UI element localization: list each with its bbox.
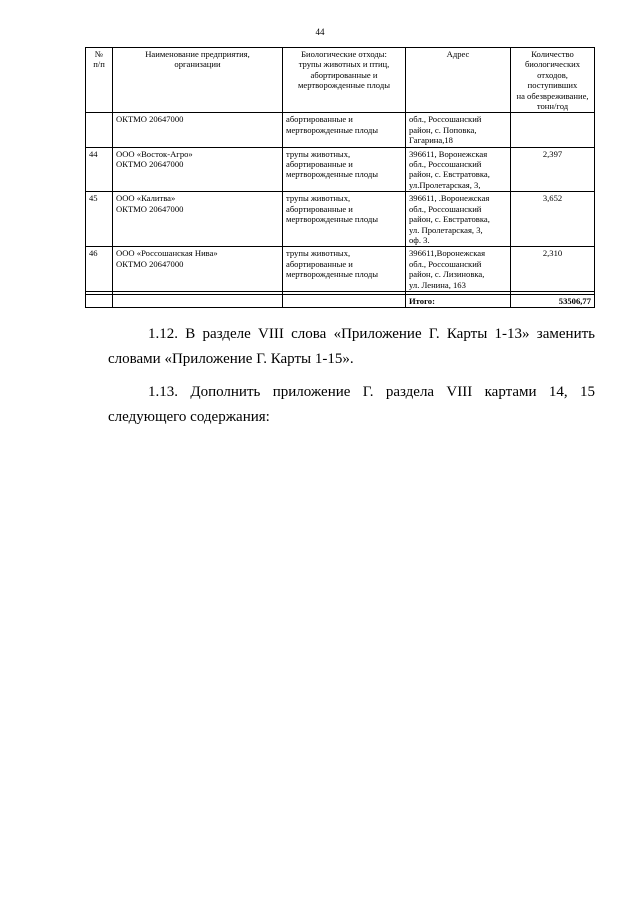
row-address: 396611, .Воронежская обл., Россошанский район, с. Евстратовка, ул. Пролетарская, 3, оф. 3. [406, 192, 511, 247]
row-organization: ОКТМО 20647000 [113, 113, 283, 147]
table-row [86, 147, 595, 192]
header-number: № п/п [86, 48, 113, 113]
paragraph-1-13-line-1: 1.13. Дополнить приложение Г. раздела VIII картами 14, 15 [148, 384, 595, 400]
row-address: обл., Россошанский район, с. Поповка, Гагарина,18 [406, 113, 511, 147]
paragraph-1-12-line-2: словами «Приложение Г. Карты 1-15». [108, 351, 354, 367]
row-waste: абортированные и мертворожденные плоды [283, 113, 406, 147]
row-organization: ООО «Калитва» ОКТМО 20647000 [113, 192, 283, 247]
row-quantity [511, 113, 595, 147]
row-waste: трупы животных, абортированные и мертворожденные плоды [283, 192, 406, 247]
header-waste: Биологические отходы: трупы животных и птиц, абортированные и мертворожденные плоды [283, 48, 406, 113]
header-organization: Наименование предприятия, организации [113, 48, 283, 113]
row-quantity: 2,310 [511, 247, 595, 292]
row-number: 46 [86, 247, 113, 292]
row-organization: ООО «Россошанская Нива» ОКТМО 20647000 [113, 247, 283, 292]
table-row [86, 192, 595, 247]
row-number: 45 [86, 192, 113, 247]
waste-table [85, 47, 595, 308]
row-quantity: 2,397 [511, 147, 595, 192]
row-waste: трупы животных, абортированные и мертворожденные плоды [283, 247, 406, 292]
total-value: 53506,77 [511, 294, 595, 307]
table-row [86, 113, 595, 147]
header-address: Адрес [406, 48, 511, 113]
row-number [86, 113, 113, 147]
row-number: 44 [86, 147, 113, 192]
paragraph-1-13-line-2: следующего содержания: [108, 409, 270, 425]
row-organization: ООО «Восток-Агро» ОКТМО 20647000 [113, 147, 283, 192]
table-total-row [86, 294, 595, 307]
paragraph-1-12-line-1: 1.12. В разделе VIII слова «Приложение Г. Карты 1-13» заменить [148, 326, 595, 342]
row-address: 396611,Воронежская обл., Россошанский район, с. Лизиновка, ул. Ленина, 163 [406, 247, 511, 292]
paragraph-1-13 [108, 380, 595, 430]
paragraph-1-12 [108, 322, 595, 372]
table-row [86, 247, 595, 292]
table-header-row [86, 48, 595, 113]
header-quantity: Количество биологических отходов, поступивших на обезвреживание, тонн/год [511, 48, 595, 113]
total-label: Итого: [406, 294, 511, 307]
page-number: 44 [315, 27, 325, 37]
row-waste: трупы животных, абортированные и мертворожденные плоды [283, 147, 406, 192]
row-quantity: 3,652 [511, 192, 595, 247]
row-address: 396611, Воронежская обл., Россошанский район, с. Евстратовка, ул.Пролетарская, 3, [406, 147, 511, 192]
